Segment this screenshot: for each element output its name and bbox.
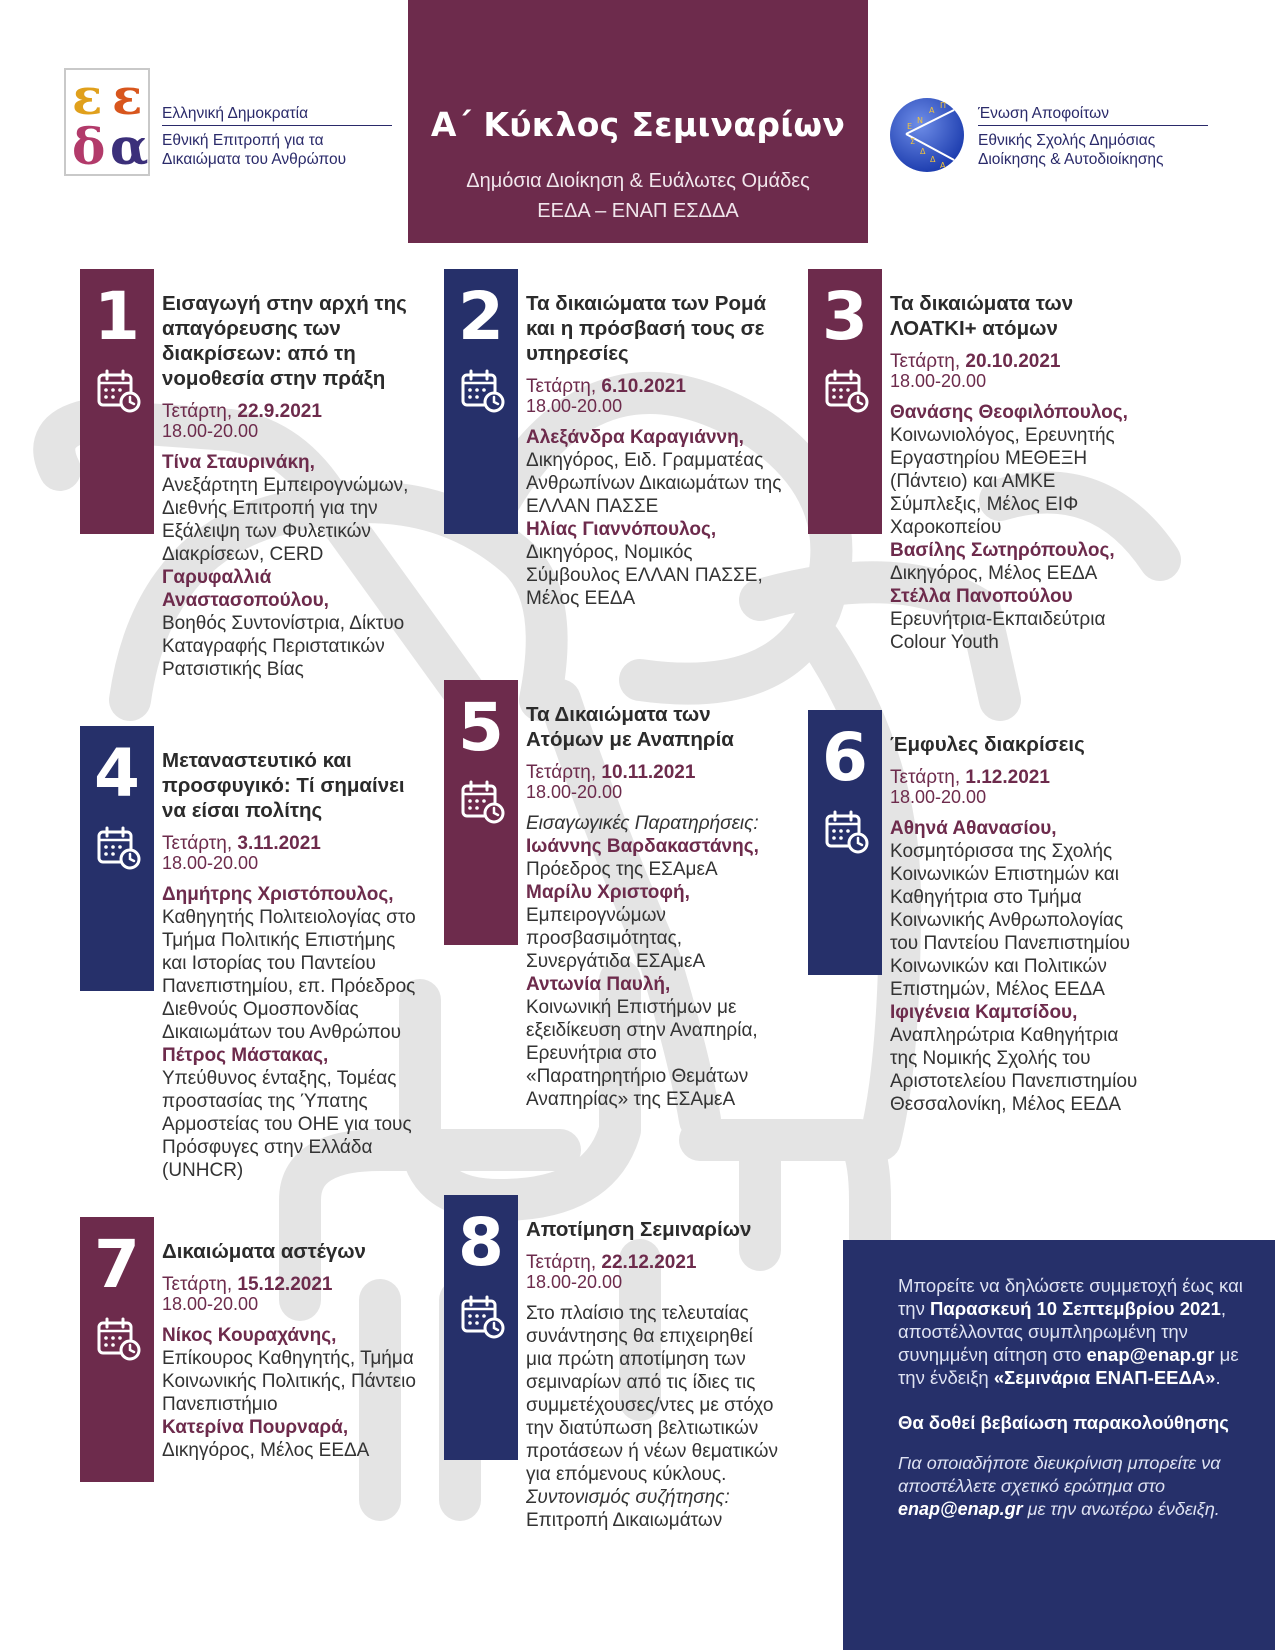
seminar-number-bar — [80, 269, 154, 534]
seminar-content — [526, 1217, 784, 1532]
seminar-title: Δικαιώματα αστέγων — [162, 1240, 366, 1263]
seminar-number-bar — [80, 726, 154, 991]
speaker-description: Εμπειρογνώμων προσβασιμότητας, Συνεργάτιδα ΕΣΑμεΑ — [526, 905, 706, 972]
calendar-clock-icon — [461, 780, 505, 824]
seminar-number: 2 — [458, 278, 504, 355]
seminar-number: 4 — [94, 735, 140, 812]
org-line: Διοίκησης & Αυτοδιοίκησης — [978, 151, 1164, 168]
info-text: . — [1215, 1367, 1221, 1388]
seminar-number-bar — [444, 680, 518, 945]
logo-letter: δ — [72, 117, 106, 176]
seminar-title: Έμφυλες διακρίσεις — [890, 733, 1085, 756]
seminar-time: 18.00-20.00 — [526, 396, 623, 416]
speaker-description: Αναπληρώτρια Καθηγήτρια της Νομικής Σχολής του Αριστοτελείου Πανεπιστημίου Θεσσαλονίκη, Μέλος ΕΕΔΑ — [890, 1025, 1138, 1115]
seminar-title: Εισαγωγή στην αρχή της απαγόρευσης των διακρίσεων: από τη νομοθεσία στην πράξη — [162, 292, 407, 390]
seminar-content — [890, 291, 1148, 654]
speaker-description: Υπεύθυνος ένταξης, Τομέας προστασίας της Ύπατης Αρμοστείας του ΟΗΕ για τους Πρόσφυγες στην Ελλάδα (UNHCR) — [162, 1068, 412, 1181]
contact-note — [898, 1452, 1255, 1521]
seminar-title: Μεταναστευτικό και προσφυγικό: Τί σημαίνει να είσαι πολίτης — [162, 749, 405, 822]
seminar-date — [526, 376, 784, 397]
logo-letter: ε — [112, 67, 143, 126]
weekday: Τετάρτη, — [526, 1252, 597, 1273]
org-line: Ελληνική Δημοκρατία — [162, 104, 392, 126]
note-text: Για οποιαδήποτε διευκρίνιση μπορείτε να αποστέλλετε σχετικό ερώτημα στο — [898, 1453, 1221, 1496]
weekday: Τετάρτη, — [526, 762, 597, 783]
seminar-title: Τα Δικαιώματα των Ατόμων με Αναπηρία — [526, 703, 734, 751]
seminar-content — [526, 291, 784, 610]
seminar-content — [162, 1239, 420, 1462]
weekday: Τετάρτη, — [162, 833, 233, 854]
seminar-date — [890, 767, 1148, 788]
page-subtitle-orgs: ΕΕΔΑ – ΕΝΑΠ ΕΣΔΔΑ — [537, 200, 739, 222]
speaker-name: Κατερίνα Πουρναρά, — [162, 1417, 349, 1438]
seminar-title: Αποτίμηση Σεμιναρίων — [526, 1218, 752, 1241]
seminar-content — [162, 291, 420, 681]
speaker-name: Μαρίλυ Χριστοφή, — [526, 882, 690, 903]
speaker-description: Δικηγόρος, Ειδ. Γραμματέας Ανθρωπίνων Δικαιωμάτων της ΕΛΛΑΝ ΠΑΣΣΕ — [526, 450, 782, 517]
speaker-name: Αθηνά Αθανασίου, — [890, 818, 1057, 839]
date-value: 15.12.2021 — [237, 1274, 333, 1295]
seminar-time: 18.00-20.00 — [162, 853, 259, 873]
logo-letter: α — [110, 117, 149, 176]
logo-letter: Δ — [920, 147, 926, 156]
seminar-number: 5 — [458, 689, 504, 766]
weekday: Τετάρτη, — [890, 351, 961, 372]
seminar-date — [890, 351, 1148, 372]
section-label: Συντονισμός συζήτησης: — [526, 1487, 730, 1508]
speaker-description: Βοηθός Συντονίστρια, Δίκτυο Καταγραφής Περιστατικών Ρατσιστικής Βίας — [162, 613, 405, 680]
seminar-date — [162, 401, 420, 422]
date-value: 22.12.2021 — [601, 1252, 697, 1273]
speaker-name: Βασίλης Σωτηρόπουλος, — [890, 540, 1115, 561]
speaker-description: Επιτροπή Δικαιωμάτων — [526, 1510, 723, 1531]
seminar-time: 18.00-20.00 — [526, 1272, 623, 1292]
speaker-description: Κοινωνική Επιστήμων με εξειδίκευση στην Αναπηρία, Ερευνήτρια στο «Παρατηρητήριο Θεμάτων Αναπηρίας» της ΕΣΑμεΑ — [526, 997, 758, 1110]
weekday: Τετάρτη, — [890, 767, 961, 788]
seminar-date — [526, 1252, 784, 1273]
title-banner — [408, 0, 868, 243]
calendar-clock-icon — [825, 810, 869, 854]
speaker-description: Κοσμητόρισσα της Σχολής Κοινωνικών Επιστημών και Καθηγήτρια στο Τμήμα Κοινωνικής Ανθρωπολογίας του Παντείου Πανεπιστημίου Κοινωνικών και Πολιτικών Επιστημών, Μέλος ΕΕΔΑ — [890, 841, 1131, 1000]
logo-letter: Δ — [930, 155, 936, 164]
speaker-description: Ανεξάρτητη Εμπειρογνώμων, Διεθνής Επιτροπή για την Εξάλειψη των Φυλετικών Διακρίσεων, CERD — [162, 475, 409, 565]
seminar-number-bar — [808, 710, 882, 975]
calendar-clock-icon — [825, 369, 869, 413]
logo-letter: Π — [940, 101, 947, 110]
seminar-number: 7 — [94, 1226, 140, 1303]
subject-line: «Σεμινάρια ΕΝΑΠ-ΕΕΔΑ» — [993, 1367, 1216, 1388]
date-value: 10.11.2021 — [601, 762, 696, 783]
seminar-time: 18.00-20.00 — [890, 371, 987, 391]
seminar-content — [890, 732, 1148, 1116]
speaker-name: Θανάσης Θεοφιλόπουλος, — [890, 402, 1128, 423]
speaker-description: Δικηγόρος, Μέλος ΕΕΔΑ — [162, 1440, 370, 1461]
seminar-date — [162, 833, 420, 854]
seminar-time: 18.00-20.00 — [162, 1294, 259, 1314]
speaker-name: Αντωνία Παυλή, — [526, 974, 671, 995]
speaker-description: Στο πλαίσιο της τελευταίας συνάντησης θα επιχειρηθεί μια πρώτη αποτίμηση των σεμιναρίων από τις ίδιες τις συμμετέχουσες/ντες με στόχο την διατύπωση βελτιωτικών προτάσεων ή νέων θεματικών για επόμενους κύκλους. — [526, 1303, 778, 1485]
seminar-number-bar — [808, 269, 882, 534]
logo-letter: ε — [72, 67, 103, 126]
section-label: Εισαγωγικές Παρατηρήσεις: — [526, 813, 759, 834]
speaker-name: Αλεξάνδρα Καραγιάννη, — [526, 427, 744, 448]
enap-logo — [888, 96, 966, 174]
speaker-description: Επίκουρος Καθηγητής, Τμήμα Κοινωνικής Πολιτικής, Πάντειο Πανεπιστήμιο — [162, 1348, 416, 1415]
speaker-name: Ιφιγένεια Καμτσίδου, — [890, 1002, 1078, 1023]
seminar-content — [162, 748, 420, 1182]
logo-letter: Ε — [907, 122, 913, 131]
speaker-name: Πέτρος Μάστακας, — [162, 1045, 329, 1066]
speaker-name: Στέλλα Πανοπούλου — [890, 586, 1073, 607]
speaker-name: Γαρυφαλλιά Αναστασοπούλου, — [162, 567, 329, 611]
speaker-description: Δικηγόρος, Νομικός Σύμβουλος ΕΛΛΑΝ ΠΑΣΣΕ, Μέλος ΕΕΔΑ — [526, 542, 763, 609]
eeda-logo — [64, 68, 150, 176]
logo-letter: Α — [929, 106, 935, 115]
calendar-clock-icon — [461, 369, 505, 413]
date-value: 6.10.2021 — [601, 376, 686, 397]
enap-org-name — [978, 104, 1208, 169]
calendar-clock-icon — [461, 1295, 505, 1339]
page-subtitle: Δημόσια Διοίκηση & Ευάλωτες Ομάδες — [466, 170, 810, 192]
org-line: Δικαιώματα του Ανθρώπου — [162, 151, 347, 168]
weekday: Τετάρτη, — [526, 376, 597, 397]
seminar-time: 18.00-20.00 — [162, 421, 259, 441]
speaker-name: Δημήτρης Χριστόπουλος, — [162, 884, 394, 905]
speaker-description: Κοινωνιολόγος, Ερευνητής Εργαστηρίου ΜΕΘΕΞΗ (Πάντειο) και ΑΜΚΕ Σύμπλεξις, Μέλος ΕΙΦ Χαροκοπείου — [890, 425, 1115, 538]
deadline-date: Παρασκευή 10 Σεπτεμβρίου 2021 — [930, 1298, 1221, 1319]
org-line: Εθνική Επιτροπή για τα — [162, 132, 324, 149]
info-text: , αποστέλλοντας συμπληρωμένη την συνημμένη αίτηση στο — [898, 1298, 1227, 1365]
note-text: με την ανωτέρω ένδειξη. — [1027, 1499, 1220, 1519]
date-value: 1.12.2021 — [965, 767, 1050, 788]
logo-letter: Α — [940, 161, 946, 170]
registration-info-box — [843, 1240, 1275, 1650]
speaker-name: Νίκος Κουραχάνης, — [162, 1325, 337, 1346]
seminar-number-bar — [80, 1217, 154, 1482]
weekday: Τετάρτη, — [162, 1274, 233, 1295]
logo-letter: Ν — [917, 116, 923, 125]
eeda-org-name — [162, 104, 392, 169]
seminar-number: 6 — [822, 719, 868, 796]
calendar-clock-icon — [97, 1317, 141, 1361]
seminar-number-bar — [444, 269, 518, 534]
email-link[interactable]: enap@enap.gr — [1086, 1344, 1215, 1365]
seminar-number-bar — [444, 1195, 518, 1460]
certificate-note: Θα δοθεί βεβαίωση παρακολούθησης — [898, 1412, 1229, 1433]
speaker-name: Ιωάννης Βαρδακαστάνης, — [526, 836, 759, 857]
date-value: 22.9.2021 — [237, 401, 322, 422]
seminar-number: 3 — [822, 278, 868, 355]
seminar-date — [526, 762, 784, 783]
speaker-description: Καθηγητής Πολιτειολογίας στο Τμήμα Πολιτικής Επιστήμης και Ιστορίας του Παντείου Πανεπιστημίου, επ. Πρόεδρος Διεθνούς Ομοσπονδίας Δικαιωμάτων του Ανθρώπου — [162, 907, 416, 1043]
seminar-number: 1 — [94, 278, 140, 355]
calendar-clock-icon — [97, 369, 141, 413]
seminar-time: 18.00-20.00 — [526, 782, 623, 802]
seminar-time: 18.00-20.00 — [890, 787, 987, 807]
seminar-date — [162, 1274, 420, 1295]
seminar-number: 8 — [458, 1204, 504, 1281]
speaker-name: Τίνα Σταυρινάκη, — [162, 452, 315, 473]
info-text: Μπορείτε να δηλώσετε συμμετοχή έως και την — [898, 1275, 1243, 1319]
weekday: Τετάρτη, — [162, 401, 233, 422]
org-line: Ένωση Αποφοίτων — [978, 104, 1208, 126]
page-title: Α΄ Κύκλος Σεμιναρίων — [430, 105, 846, 144]
seminar-title: Τα δικαιώματα των ΛΟΑΤΚΙ+ ατόμων — [890, 292, 1074, 340]
seminar-title: Τα δικαιώματα των Ρομά και η πρόσβασή τους σε υπηρεσίες — [526, 292, 767, 365]
speaker-description: Δικηγόρος, Μέλος ΕΕΔΑ — [890, 563, 1098, 584]
speaker-description: Πρόεδρος της ΕΣΑμεΑ — [526, 859, 718, 880]
date-value: 3.11.2021 — [237, 833, 321, 854]
logo-letter: Σ — [910, 137, 916, 146]
speaker-description: Ερευνήτρια-Εκπαιδεύτρια Colour Youth — [890, 609, 1106, 653]
calendar-clock-icon — [97, 826, 141, 870]
info-text: με την ένδειξη — [898, 1344, 1239, 1388]
note-email-link[interactable]: enap@enap.gr — [898, 1499, 1023, 1519]
date-value: 20.10.2021 — [965, 351, 1061, 372]
speaker-name: Ηλίας Γιαννόπουλος, — [526, 519, 717, 540]
seminar-content — [526, 702, 784, 1111]
org-line: Εθνικής Σχολής Δημόσιας — [978, 132, 1156, 149]
